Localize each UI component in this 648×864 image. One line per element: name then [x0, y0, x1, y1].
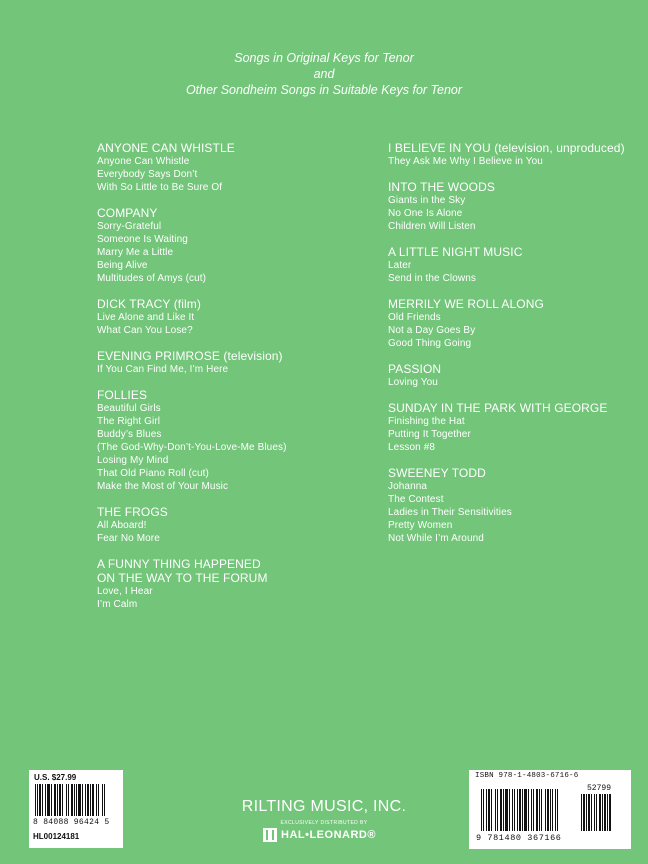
- show-title-text: COMPANY: [97, 206, 158, 220]
- song-title: Pretty Women: [388, 520, 453, 531]
- show-block: [388, 141, 648, 168]
- show-title: [97, 388, 382, 402]
- isbn-barcode: [481, 789, 576, 831]
- show-title-text: A FUNNY THING HAPPENED: [97, 557, 261, 571]
- show-title-text: EVENING PRIMROSE: [97, 349, 220, 363]
- song-title: The Right Girl: [97, 416, 161, 427]
- hal-leonard-logo: [263, 827, 398, 843]
- show-note: (television): [223, 349, 283, 363]
- show-title: [97, 297, 382, 311]
- song-title: Lesson #8: [388, 442, 436, 453]
- show-title: [388, 245, 648, 259]
- show-block: [97, 206, 382, 285]
- show-block: [97, 388, 382, 493]
- left-song-column: [97, 141, 382, 623]
- price-addon-barcode: [581, 794, 623, 831]
- barcode-bar: [558, 789, 559, 831]
- song-title: Love, I Hear: [97, 586, 153, 597]
- song-title: Ladies in Their Sensitivities: [388, 507, 512, 518]
- show-title: [97, 505, 382, 519]
- song-title: Anyone Can Whistle: [97, 156, 190, 167]
- show-title: [97, 557, 382, 571]
- show-title-text: PASSION: [388, 362, 442, 376]
- show-title: [388, 297, 648, 311]
- song-title: I’m Calm: [97, 599, 138, 610]
- show-block: [97, 505, 382, 545]
- song-title: Buddy’s Blues: [97, 429, 162, 440]
- show-block: [388, 362, 648, 389]
- isbn-number: ISBN 978-1-4803-6716-6: [475, 772, 579, 780]
- song-title: Make the Most of Your Music: [97, 481, 229, 492]
- header-line-1: Songs in Original Keys for Tenor: [234, 51, 414, 65]
- show-note: (television, unproduced): [494, 141, 625, 155]
- header-line-2: and: [313, 67, 335, 81]
- song-title: Giants in the Sky: [388, 195, 466, 206]
- song-title: Loving You: [388, 377, 438, 388]
- song-title: Losing My Mind: [97, 455, 169, 466]
- show-title: [97, 349, 382, 363]
- product-code: HL00124181: [33, 832, 80, 841]
- song-title: (The God-Why-Don’t-You-Love-Me Blues): [97, 442, 287, 453]
- song-title: Everybody Says Don’t: [97, 169, 198, 180]
- show-block: [97, 349, 382, 376]
- isbn-barcode-box: [469, 770, 631, 849]
- song-title: All Aboard!: [97, 520, 147, 531]
- show-block: [97, 141, 382, 194]
- hal-leonard-emblem-icon: [263, 828, 277, 842]
- song-title: Someone Is Waiting: [97, 234, 188, 245]
- song-title: What Can You Lose?: [97, 325, 193, 336]
- show-title-text: MERRILY WE ROLL ALONG: [388, 297, 544, 311]
- price-label: U.S. $27.99: [34, 773, 77, 782]
- show-title: [97, 206, 382, 220]
- price-addon-code: 52799: [587, 784, 612, 793]
- show-title: [388, 401, 648, 415]
- header-line-3: Other Sondheim Songs in Suitable Keys for Tenor: [185, 83, 463, 97]
- song-title: Sorry-Grateful: [97, 221, 162, 232]
- song-title: Putting It Together: [388, 429, 471, 440]
- song-title: Children Will Listen: [388, 221, 476, 232]
- show-note: (film): [173, 297, 201, 311]
- song-title: Finishing the Hat: [388, 416, 465, 427]
- song-title: With So Little to Be Sure Of: [97, 182, 223, 193]
- song-title: Old Friends: [388, 312, 441, 323]
- show-title: [388, 180, 648, 194]
- show-title-text: A LITTLE NIGHT MUSIC: [388, 245, 523, 259]
- show-block: [388, 180, 648, 233]
- show-title-text: SWEENEY TODD: [388, 466, 486, 480]
- song-title: Beautiful Girls: [97, 403, 161, 414]
- show-title-text: SUNDAY IN THE PARK WITH GEORGE: [388, 401, 608, 415]
- show-title-text: THE FROGS: [97, 505, 168, 519]
- cover-header: [0, 50, 648, 98]
- song-title: Later: [388, 260, 412, 271]
- show-title: [97, 141, 382, 155]
- song-title: They Ask Me Why I Believe in You: [388, 156, 543, 167]
- song-title: Not a Day Goes By: [388, 325, 476, 336]
- distributed-by-label: EXCLUSIVELY DISTRIBUTED BY: [280, 820, 368, 826]
- show-title: [388, 141, 648, 155]
- show-block: [388, 401, 648, 454]
- hal-leonard-logo-text: HAL•LEONARD®: [281, 829, 376, 841]
- song-title: The Contest: [388, 494, 444, 505]
- right-song-column: [388, 141, 648, 557]
- upc-digits: 8 84088 96424 5: [33, 818, 110, 827]
- show-title-text: I BELIEVE IN YOU: [388, 141, 491, 155]
- show-block: [388, 297, 648, 350]
- song-title: Marry Me a Little: [97, 247, 174, 258]
- show-block: [97, 557, 382, 611]
- show-title-text: INTO THE WOODS: [388, 180, 495, 194]
- song-title: If You Can Find Me, I’m Here: [97, 364, 229, 375]
- show-block: [388, 245, 648, 285]
- song-title: Multitudes of Amys (cut): [97, 273, 207, 284]
- show-title-line-2: ON THE WAY TO THE FORUM: [97, 571, 268, 585]
- show-title-text: DICK TRACY: [97, 297, 171, 311]
- isbn-barcode-digits: 9 781480 367166: [476, 833, 562, 843]
- show-block: [388, 466, 648, 545]
- show-title-text: FOLLIES: [97, 388, 148, 402]
- barcode-bar: [611, 794, 612, 831]
- song-title: Being Alive: [97, 260, 148, 271]
- show-block: [97, 297, 382, 337]
- show-title-text: ANYONE CAN WHISTLE: [97, 141, 235, 155]
- song-title: No One Is Alone: [388, 208, 463, 219]
- song-title: Send in the Clowns: [388, 273, 476, 284]
- show-title: [388, 466, 648, 480]
- song-title: Not While I’m Around: [388, 533, 484, 544]
- publisher-name: RILTING MUSIC, INC.: [241, 798, 407, 815]
- song-title: Johanna: [388, 481, 428, 492]
- song-title: Fear No More: [97, 533, 160, 544]
- song-title: Live Alone and Like It: [97, 312, 195, 323]
- show-title: [388, 362, 648, 376]
- song-title: Good Thing Going: [388, 338, 472, 349]
- song-title: That Old Piano Roll (cut): [97, 468, 209, 479]
